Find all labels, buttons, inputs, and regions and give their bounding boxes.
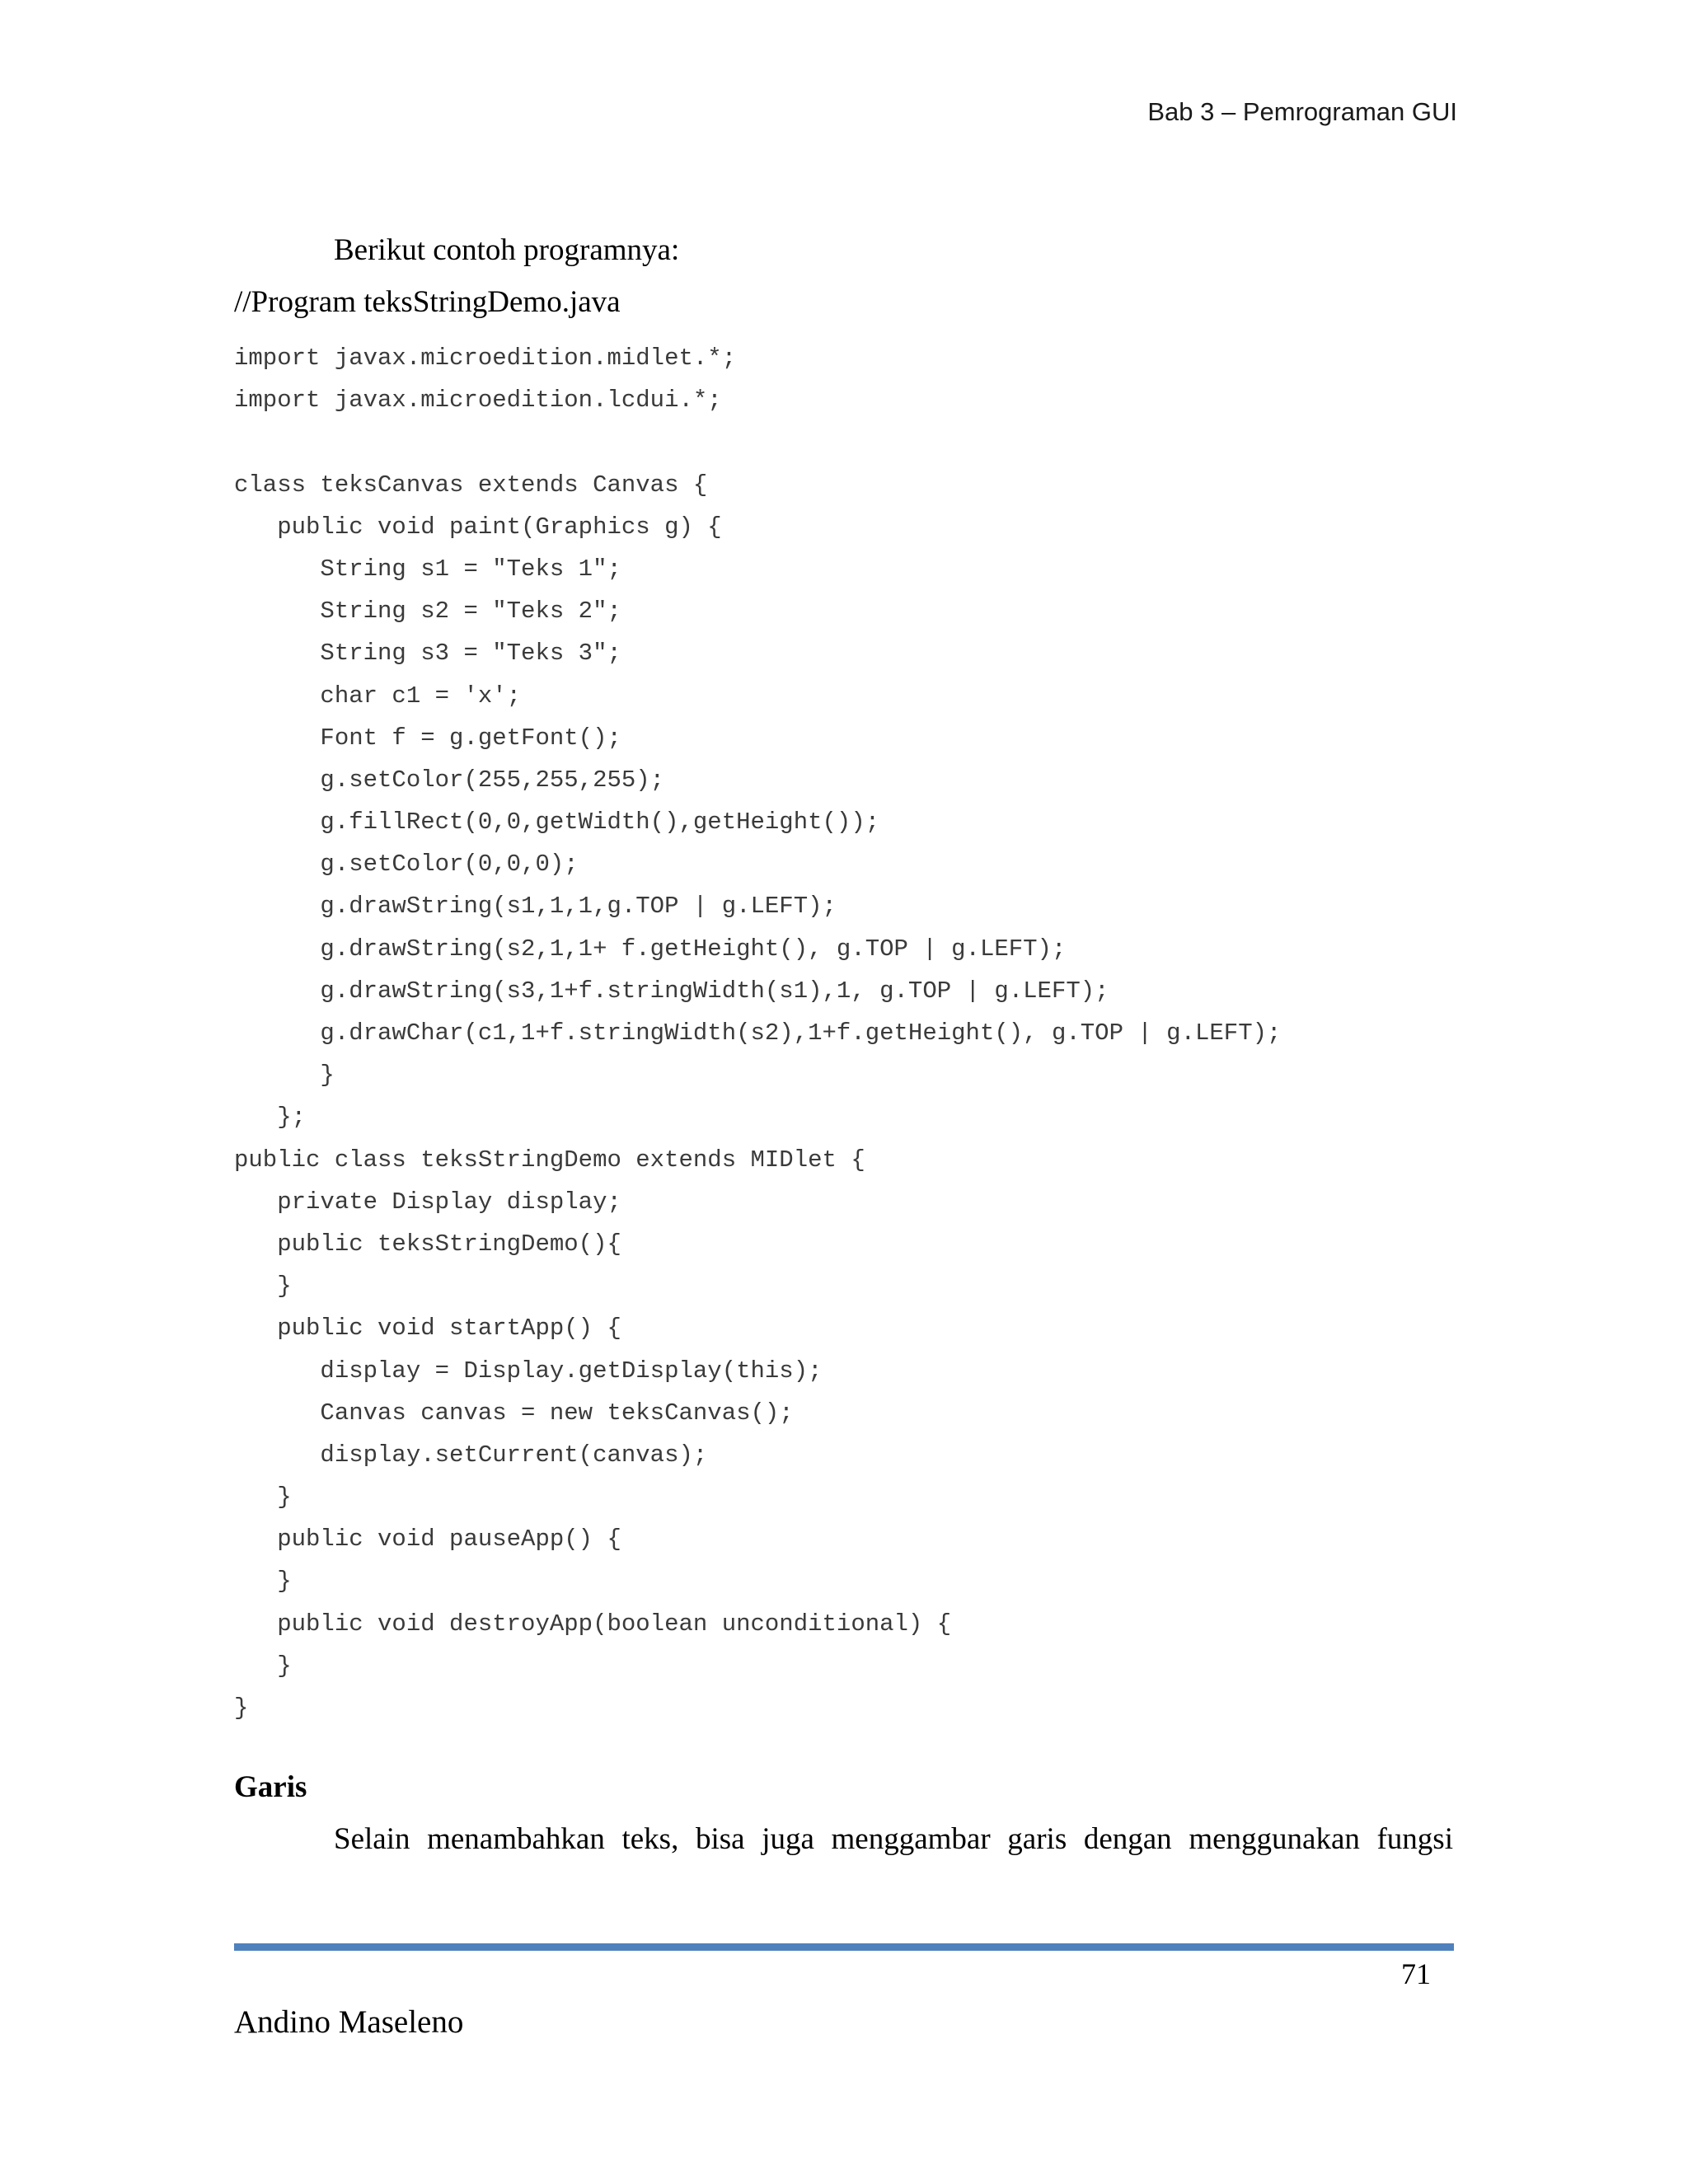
code-line: import javax.microedition.midlet.*;: [234, 344, 737, 372]
code-line: class teksCanvas extends Canvas {: [234, 471, 708, 499]
code-line: }: [234, 1568, 292, 1596]
body-paragraph: Selain menambahkan teks, bisa juga menggambar garis dengan menggunakan fungsi: [334, 1822, 1453, 1856]
code-line: g.setColor(0,0,0);: [234, 851, 579, 879]
code-line: public void destroyApp(boolean unconditional) {: [234, 1610, 952, 1638]
code-line: Canvas canvas = new teksCanvas();: [234, 1399, 794, 1427]
code-line: [234, 421, 1281, 463]
code-line: g.fillRect(0,0,getWidth(),getHeight());: [234, 808, 880, 837]
code-line: String s1 = "Teks 1";: [234, 555, 621, 583]
code-line: public void startApp() {: [234, 1315, 621, 1343]
footer-author: Andino Maseleno: [234, 2004, 464, 2040]
code-line: public class teksStringDemo extends MIDlet {: [234, 1146, 865, 1174]
code-line: }: [234, 1652, 292, 1680]
code-line: g.drawString(s2,1,1+ f.getHeight(), g.TOP | g.LEFT);: [234, 935, 1067, 963]
code-line: public teksStringDemo(){: [234, 1230, 621, 1258]
code-listing: [234, 337, 1281, 1729]
program-filename-comment: //Program teksStringDemo.java: [234, 285, 621, 319]
code-line: public void pauseApp() {: [234, 1526, 621, 1554]
code-line: private Display display;: [234, 1188, 621, 1216]
code-line: g.drawString(s3,1+f.stringWidth(s1),1, g.TOP | g.LEFT);: [234, 977, 1109, 1005]
code-line: display = Display.getDisplay(this);: [234, 1357, 823, 1385]
code-line: g.drawString(s1,1,1,g.TOP | g.LEFT);: [234, 893, 837, 921]
code-line: String s2 = "Teks 2";: [234, 598, 621, 626]
code-line: Font f = g.getFont();: [234, 724, 621, 752]
page-number: 71: [1401, 1957, 1431, 1990]
code-line: }: [234, 1272, 292, 1301]
footer-divider: [234, 1943, 1454, 1951]
section-heading: Garis: [234, 1770, 307, 1804]
code-line: g.setColor(255,255,255);: [234, 766, 665, 794]
code-line: import javax.microedition.lcdui.*;: [234, 387, 722, 415]
intro-text: Berikut contoh programnya:: [334, 233, 680, 267]
code-line: display.setCurrent(canvas);: [234, 1441, 708, 1469]
running-header: Bab 3 – Pemrograman GUI: [1147, 97, 1457, 126]
code-line: String s3 = "Teks 3";: [234, 640, 621, 668]
code-line: };: [234, 1104, 307, 1132]
code-line: }: [234, 1483, 292, 1511]
code-line: g.drawChar(c1,1+f.stringWidth(s2),1+f.getHeight(), g.TOP | g.LEFT);: [234, 1019, 1282, 1047]
code-line: public void paint(Graphics g) {: [234, 513, 722, 541]
code-line: }: [234, 1062, 335, 1090]
code-line: }: [234, 1694, 249, 1722]
code-line: char c1 = 'x';: [234, 682, 522, 710]
